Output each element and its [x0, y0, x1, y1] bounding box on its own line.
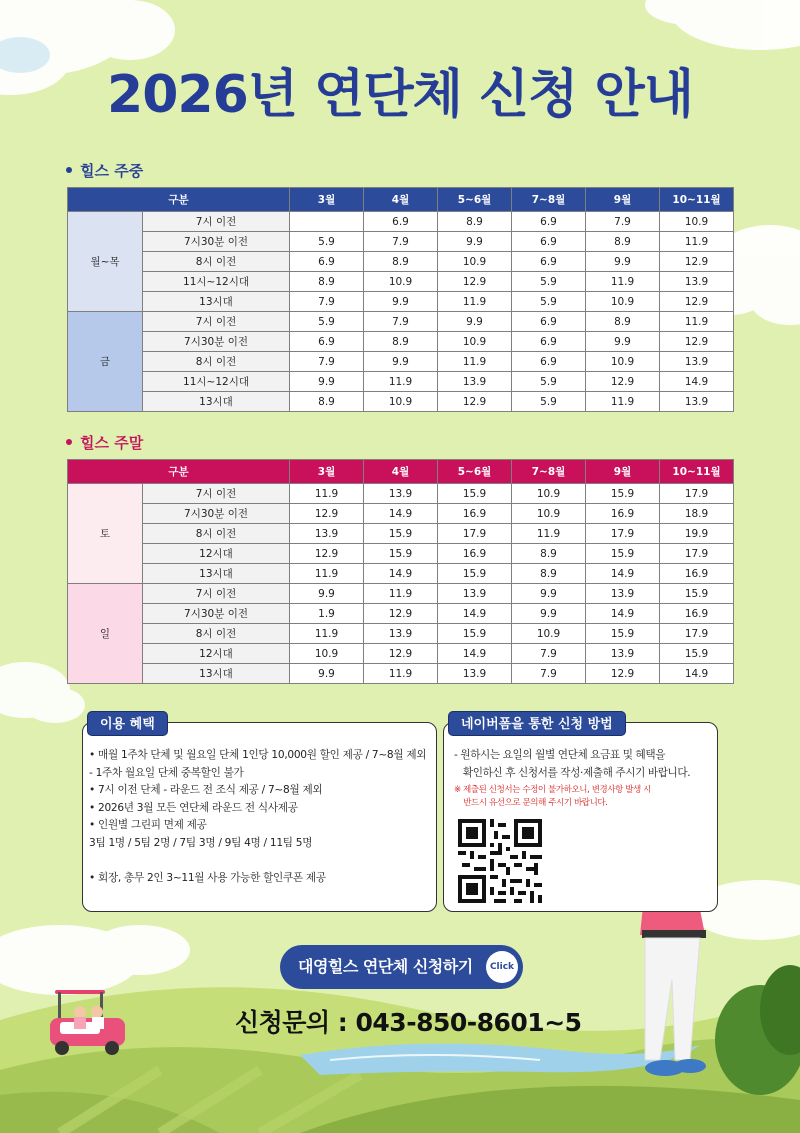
price-cell: 18.9 — [660, 504, 734, 524]
price-cell: 10.9 — [660, 212, 734, 232]
price-cell: 12.9 — [364, 604, 438, 624]
price-cell: 5.9 — [512, 392, 586, 412]
weekday-label-text: 힐스 주중 — [80, 162, 144, 180]
price-cell: 13.9 — [586, 584, 660, 604]
price-cell: 13.9 — [364, 624, 438, 644]
day-group-cell: 일 — [68, 584, 143, 684]
header-month: 9월 — [586, 188, 660, 212]
price-cell: 12.9 — [660, 332, 734, 352]
apply-note-line: 반드시 유선으로 문의해 주시기 바랍니다. — [454, 798, 608, 808]
time-slot-cell: 7시 이전 — [143, 584, 290, 604]
header-month: 3월 — [290, 188, 364, 212]
table-row — [68, 644, 734, 664]
price-cell: 10.9 — [438, 252, 512, 272]
header-month: 3월 — [290, 460, 364, 484]
price-cell: 14.9 — [438, 644, 512, 664]
price-cell: 5.9 — [290, 232, 364, 252]
price-cell: 15.9 — [660, 584, 734, 604]
price-cell: 14.9 — [364, 504, 438, 524]
benefits-list — [89, 747, 434, 887]
price-cell: 5.9 — [512, 372, 586, 392]
price-cell: 14.9 — [586, 564, 660, 584]
price-cell: 15.9 — [364, 544, 438, 564]
table-row — [68, 252, 734, 272]
price-cell: 14.9 — [438, 604, 512, 624]
time-slot-cell: 13시대 — [143, 292, 290, 312]
time-slot-cell: 13시대 — [143, 564, 290, 584]
header-month: 5~6월 — [438, 460, 512, 484]
time-slot-cell: 7시30분 이전 — [143, 332, 290, 352]
apply-button[interactable] — [280, 945, 523, 989]
price-cell: 7.9 — [512, 664, 586, 684]
price-cell: 14.9 — [586, 604, 660, 624]
time-slot-cell: 7시 이전 — [143, 312, 290, 332]
time-slot-cell: 12시대 — [143, 544, 290, 564]
price-cell: 15.9 — [438, 484, 512, 504]
price-cell: 17.9 — [438, 524, 512, 544]
price-cell: 9.9 — [512, 584, 586, 604]
benefit-item: - 1주차 월요일 단체 중복할인 불가 — [89, 766, 244, 779]
table-row — [68, 372, 734, 392]
price-cell: 6.9 — [364, 212, 438, 232]
price-cell: 13.9 — [290, 524, 364, 544]
time-slot-cell: 11시~12시대 — [143, 272, 290, 292]
time-slot-cell: 7시 이전 — [143, 212, 290, 232]
table-row — [68, 664, 734, 684]
price-cell: 8.9 — [364, 332, 438, 352]
price-cell: 11.9 — [586, 272, 660, 292]
price-cell: 7.9 — [364, 232, 438, 252]
price-cell: 15.9 — [364, 524, 438, 544]
price-cell: 16.9 — [438, 504, 512, 524]
time-slot-cell: 13시대 — [143, 392, 290, 412]
weekday-table-body — [68, 212, 734, 412]
header-category: 구분 — [68, 460, 290, 484]
table-row — [68, 584, 734, 604]
price-cell: 9.9 — [290, 664, 364, 684]
price-cell: 10.9 — [364, 272, 438, 292]
price-cell: 15.9 — [438, 624, 512, 644]
time-slot-cell: 8시 이전 — [143, 252, 290, 272]
price-cell: 11.9 — [438, 292, 512, 312]
weekend-section-label — [66, 432, 143, 453]
price-cell: 14.9 — [660, 372, 734, 392]
price-cell — [290, 212, 364, 232]
header-month: 9월 — [586, 460, 660, 484]
price-cell: 13.9 — [438, 664, 512, 684]
header-month: 5~6월 — [438, 188, 512, 212]
apply-note — [454, 784, 716, 810]
price-cell: 6.9 — [290, 332, 364, 352]
price-cell: 6.9 — [512, 252, 586, 272]
apply-line: - 원하시는 요일의 월별 연단체 요금표 및 혜택을 — [454, 749, 666, 761]
price-cell: 1.9 — [290, 604, 364, 624]
table-row — [68, 272, 734, 292]
price-cell: 12.9 — [586, 664, 660, 684]
apply-note-line: ※ 제출된 신청서는 수정이 불가하오니, 변경사항 발생 시 — [454, 785, 651, 795]
price-cell: 12.9 — [660, 252, 734, 272]
apply-line: 확인하신 후 신청서를 작성·제출해 주시기 바랍니다. — [454, 766, 691, 779]
benefit-item: • 2026년 3월 모든 연단체 라운드 전 식사제공 — [89, 801, 298, 814]
header-category: 구분 — [68, 188, 290, 212]
time-slot-cell: 13시대 — [143, 664, 290, 684]
bullet-dot-icon — [66, 167, 72, 173]
price-cell: 15.9 — [586, 544, 660, 564]
price-cell: 14.9 — [364, 564, 438, 584]
price-cell: 11.9 — [290, 564, 364, 584]
price-cell: 17.9 — [660, 484, 734, 504]
weekend-price-table — [67, 459, 734, 684]
price-cell: 13.9 — [438, 584, 512, 604]
table-row — [68, 232, 734, 252]
price-cell: 12.9 — [438, 392, 512, 412]
price-cell: 6.9 — [512, 212, 586, 232]
price-cell: 5.9 — [290, 312, 364, 332]
price-cell: 11.9 — [660, 312, 734, 332]
table-row — [68, 624, 734, 644]
price-cell: 15.9 — [660, 644, 734, 664]
header-month: 7~8월 — [512, 188, 586, 212]
table-header-row — [68, 460, 734, 484]
price-cell: 8.9 — [290, 392, 364, 412]
weekday-section-label — [66, 160, 143, 181]
weekend-label-text: 힐스 주말 — [80, 434, 144, 452]
time-slot-cell: 7시30분 이전 — [143, 504, 290, 524]
price-cell: 6.9 — [512, 332, 586, 352]
price-cell: 8.9 — [512, 564, 586, 584]
price-cell: 7.9 — [586, 212, 660, 232]
benefit-item: • 매월 1주차 단체 및 월요일 단체 1인당 10,000원 할인 제공 / 7~8월 제외 — [89, 749, 427, 761]
time-slot-cell: 7시 이전 — [143, 484, 290, 504]
price-cell: 9.9 — [438, 232, 512, 252]
apply-method-title: 네이버폼을 통한 신청 방법 — [448, 711, 626, 736]
price-cell: 7.9 — [364, 312, 438, 332]
price-cell: 9.9 — [364, 352, 438, 372]
price-cell: 10.9 — [586, 292, 660, 312]
table-row — [68, 564, 734, 584]
bullet-dot-icon — [66, 439, 72, 445]
price-cell: 8.9 — [586, 232, 660, 252]
price-cell: 11.9 — [512, 524, 586, 544]
price-cell: 9.9 — [586, 252, 660, 272]
price-cell: 5.9 — [512, 272, 586, 292]
table-header-row — [68, 188, 734, 212]
price-cell: 8.9 — [438, 212, 512, 232]
price-cell: 11.9 — [586, 392, 660, 412]
price-cell: 12.9 — [438, 272, 512, 292]
price-cell: 11.9 — [364, 584, 438, 604]
time-slot-cell: 12시대 — [143, 644, 290, 664]
benefit-item: • 회장, 총무 2인 3~11월 사용 가능한 할인쿠폰 제공 — [89, 871, 326, 884]
price-cell: 16.9 — [660, 564, 734, 584]
price-cell: 12.9 — [290, 504, 364, 524]
price-cell: 9.9 — [364, 292, 438, 312]
price-cell: 15.9 — [438, 564, 512, 584]
price-cell: 13.9 — [438, 372, 512, 392]
price-cell: 11.9 — [660, 232, 734, 252]
header-month: 10~11월 — [660, 188, 734, 212]
price-cell: 10.9 — [290, 644, 364, 664]
table-row — [68, 292, 734, 312]
benefit-item: 3팀 1명 / 5팀 2명 / 7팀 3명 / 9팀 4명 / 11팀 5명 — [89, 836, 313, 849]
day-group-cell: 토 — [68, 484, 143, 584]
price-cell: 11.9 — [290, 484, 364, 504]
weekend-table-body — [68, 484, 734, 684]
qr-code-icon[interactable] — [458, 819, 542, 903]
price-cell: 13.9 — [660, 272, 734, 292]
price-cell: 9.9 — [290, 584, 364, 604]
price-cell: 13.9 — [364, 484, 438, 504]
benefit-item: • 7시 이전 단체 - 라운드 전 조식 제공 / 7~8월 제외 — [89, 784, 323, 796]
price-cell: 17.9 — [586, 524, 660, 544]
price-cell: 19.9 — [660, 524, 734, 544]
price-cell: 16.9 — [660, 604, 734, 624]
price-cell: 10.9 — [512, 504, 586, 524]
benefits-box — [82, 717, 437, 912]
price-cell: 13.9 — [660, 392, 734, 412]
table-row — [68, 352, 734, 372]
time-slot-cell: 11시~12시대 — [143, 372, 290, 392]
apply-method-box — [443, 717, 718, 912]
price-cell: 11.9 — [290, 624, 364, 644]
price-cell: 17.9 — [660, 624, 734, 644]
price-cell: 15.9 — [586, 624, 660, 644]
price-cell: 8.9 — [586, 312, 660, 332]
price-cell: 14.9 — [660, 664, 734, 684]
price-cell: 6.9 — [512, 352, 586, 372]
price-cell: 16.9 — [438, 544, 512, 564]
price-cell: 16.9 — [586, 504, 660, 524]
click-badge-icon: Click — [486, 951, 518, 983]
price-cell: 17.9 — [660, 544, 734, 564]
price-cell: 11.9 — [438, 352, 512, 372]
price-cell: 10.9 — [512, 484, 586, 504]
price-cell: 12.9 — [290, 544, 364, 564]
time-slot-cell: 8시 이전 — [143, 524, 290, 544]
table-row — [68, 504, 734, 524]
header-month: 10~11월 — [660, 460, 734, 484]
apply-method-text — [454, 747, 716, 810]
table-row — [68, 544, 734, 564]
benefit-item — [89, 852, 434, 870]
table-row — [68, 212, 734, 232]
table-row — [68, 332, 734, 352]
price-cell: 9.9 — [586, 332, 660, 352]
time-slot-cell: 7시30분 이전 — [143, 604, 290, 624]
day-group-cell: 금 — [68, 312, 143, 412]
benefit-item: • 인원별 그린피 면제 제공 — [89, 819, 207, 831]
time-slot-cell: 8시 이전 — [143, 624, 290, 644]
price-cell: 7.9 — [290, 352, 364, 372]
price-cell: 6.9 — [512, 232, 586, 252]
price-cell: 8.9 — [512, 544, 586, 564]
weekday-price-table — [67, 187, 734, 412]
price-cell: 12.9 — [364, 644, 438, 664]
contact-info: 신청문의 : 043-850-8601~5 — [235, 1008, 582, 1037]
apply-button-label: 대영힐스 연단체 신청하기 — [298, 957, 473, 976]
table-row — [68, 392, 734, 412]
time-slot-cell: 8시 이전 — [143, 352, 290, 372]
price-cell: 5.9 — [512, 292, 586, 312]
price-cell: 8.9 — [364, 252, 438, 272]
page-title: 2026년 연단체 신청 안내 — [107, 65, 693, 125]
price-cell: 10.9 — [438, 332, 512, 352]
price-cell: 6.9 — [290, 252, 364, 272]
price-cell: 7.9 — [512, 644, 586, 664]
price-cell: 13.9 — [660, 352, 734, 372]
price-cell: 10.9 — [512, 624, 586, 644]
price-cell: 13.9 — [586, 644, 660, 664]
table-row — [68, 484, 734, 504]
price-cell: 9.9 — [438, 312, 512, 332]
price-cell: 7.9 — [290, 292, 364, 312]
header-month: 4월 — [364, 188, 438, 212]
header-month: 4월 — [364, 460, 438, 484]
price-cell: 12.9 — [586, 372, 660, 392]
day-group-cell: 월~목 — [68, 212, 143, 312]
time-slot-cell: 7시30분 이전 — [143, 232, 290, 252]
price-cell: 10.9 — [586, 352, 660, 372]
header-month: 7~8월 — [512, 460, 586, 484]
price-cell: 6.9 — [512, 312, 586, 332]
table-row — [68, 312, 734, 332]
benefits-title: 이용 혜택 — [87, 711, 168, 736]
price-cell: 11.9 — [364, 664, 438, 684]
price-cell: 10.9 — [364, 392, 438, 412]
price-cell: 8.9 — [290, 272, 364, 292]
price-cell: 9.9 — [512, 604, 586, 624]
price-cell: 9.9 — [290, 372, 364, 392]
price-cell: 11.9 — [364, 372, 438, 392]
price-cell: 12.9 — [660, 292, 734, 312]
table-row — [68, 524, 734, 544]
table-row — [68, 604, 734, 624]
price-cell: 15.9 — [586, 484, 660, 504]
